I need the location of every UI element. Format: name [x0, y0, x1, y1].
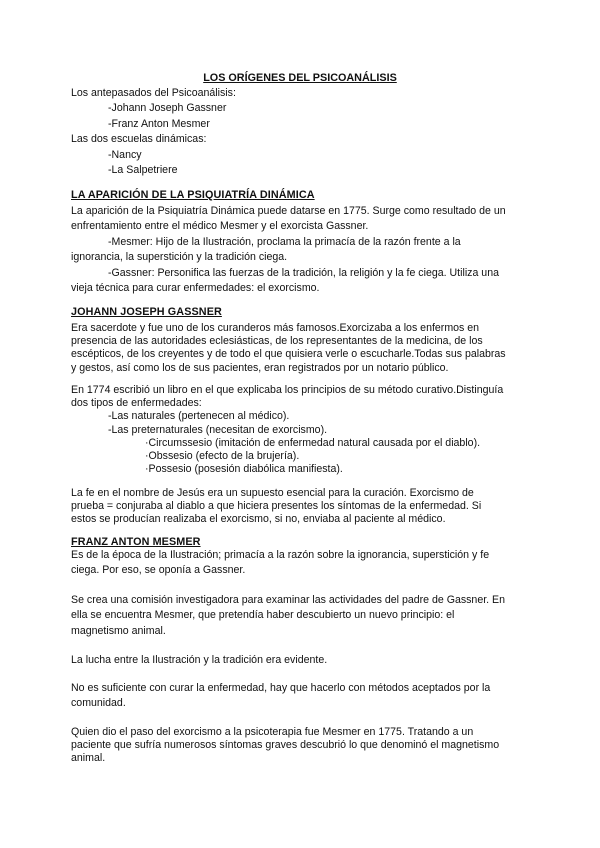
- text-line: La aparición de la Psiquiatría Dinámica puede datarse en 1775. Surge como resultado de un: [71, 205, 506, 217]
- text-line: estos se producían realizaba el exorcismo, si no, enviaba al paciente al médico.: [71, 513, 446, 526]
- text-line: -La Salpetriere: [108, 164, 178, 177]
- mesmer-paragraph-5: [71, 726, 531, 766]
- text-line: vieja técnica para curar enfermedades: el exorcismo.: [71, 282, 320, 295]
- text-line: -Johann Joseph Gassner: [108, 102, 227, 115]
- text-line: Es de la época de la Ilustración; primacía a la razón sobre la ignorancia, superstición y fe: [71, 549, 490, 561]
- gassner-paragraph-1: [71, 322, 531, 375]
- text-line: -Nancy: [108, 148, 142, 161]
- text-line: ·Possesio (posesión diabólica manifiesta).: [145, 463, 343, 476]
- text-line: ·Obssesio (efecto de la brujería).: [145, 450, 300, 463]
- text-line: animal.: [71, 752, 106, 765]
- text-line: ·Circumssesio (imitación de enfermedad natural causada por el diablo).: [145, 436, 481, 449]
- gassner-paragraph-2: [71, 384, 531, 476]
- text-line: No es suficiente con curar la enfermedad, hay que hacerlo con métodos aceptados por la: [71, 682, 491, 694]
- mesmer-paragraph-3: [71, 653, 531, 668]
- text-line: -Las preternaturales (necesitan de exorcismo).: [108, 423, 328, 436]
- text-line: Era sacerdote y fue uno de los curanderos más famosos.Exorcizaba a los enfermos en: [71, 322, 480, 334]
- text-line: ciega. Por eso, se oponía a Gassner.: [71, 564, 246, 577]
- text-line: ignorancia, la superstición y la tradición ciega.: [71, 251, 288, 264]
- text-line: ella se encuentra Mesmer, que pretendía haber descubierto un nuevo principio: el: [71, 609, 455, 622]
- section-heading-gassner: JOHANN JOSEPH GASSNER: [71, 306, 222, 318]
- intro-list: [71, 86, 531, 178]
- text-line: Los antepasados del Psicoanálisis:: [71, 87, 236, 99]
- mesmer-paragraph-2: [71, 593, 531, 639]
- gassner-paragraph-3: [71, 487, 531, 527]
- text-line: -Mesmer: Hijo de la Ilustración, proclama la primacía de la razón frente a la: [108, 235, 461, 248]
- section-heading-mesmer: FRANZ ANTON MESMER: [71, 536, 201, 548]
- text-line: enfrentamiento entre el médico Mesmer y el exorcista Gassner.: [71, 220, 369, 233]
- text-line: Se crea una comisión investigadora para examinar las actividades del padre de Gassner. En: [71, 594, 506, 606]
- text-line: Las dos escuelas dinámicas:: [71, 133, 207, 146]
- text-line: comunidad.: [71, 697, 126, 710]
- text-line: Quien dio el paso del exorcismo a la psicoterapia fue Mesmer en 1775. Tratando a un: [71, 726, 474, 738]
- mesmer-paragraph-1: [71, 548, 531, 579]
- text-line: La fe en el nombre de Jesús era un supuesto esencial para la curación. Exorcismo de: [71, 487, 474, 499]
- section-heading-psiquiatria: LA APARICIÓN DE LA PSIQUIATRÍA DINÁMICA: [71, 189, 315, 201]
- text-line: escépticos, de los creyentes y de todo el que quisiera verle o escucharle.Todas sus palabras: [71, 348, 506, 361]
- document-title: LOS ORÍGENES DEL PSICOANÁLISIS: [203, 72, 397, 84]
- text-line: -Las naturales (pertenecen al médico).: [108, 410, 290, 423]
- text-line: prueba = conjuraba al diablo a que hiciera presentes los síntomas de la enfermedad. Si: [71, 500, 482, 513]
- mesmer-paragraph-4: [71, 681, 531, 712]
- text-line: -Gassner: Personifica las fuerzas de la tradición, la religión y la fe ciega. Utiliza una: [108, 266, 499, 279]
- text-line: magnetismo animal.: [71, 624, 166, 637]
- text-line: -Franz Anton Mesmer: [108, 117, 210, 130]
- section-psiquiatria-body: [71, 204, 531, 296]
- text-line: En 1774 escribió un libro en el que explicaba los principios de su método curativo.Distinguía: [71, 384, 504, 396]
- text-line: presencia de las autoridades eclesiásticas, de los representantes de la medicina, de los: [71, 335, 483, 348]
- text-line: dos tipos de enfermedades:: [71, 397, 202, 410]
- text-line: y gestos, así como los de sus pacientes, eran registrados por un notario público.: [71, 361, 449, 374]
- text-line: paciente que sufría numerosos síntomas graves descubrió lo que denominó el magnetismo: [71, 739, 500, 752]
- text-line: La lucha entre la Ilustración y la tradición era evidente.: [71, 654, 328, 666]
